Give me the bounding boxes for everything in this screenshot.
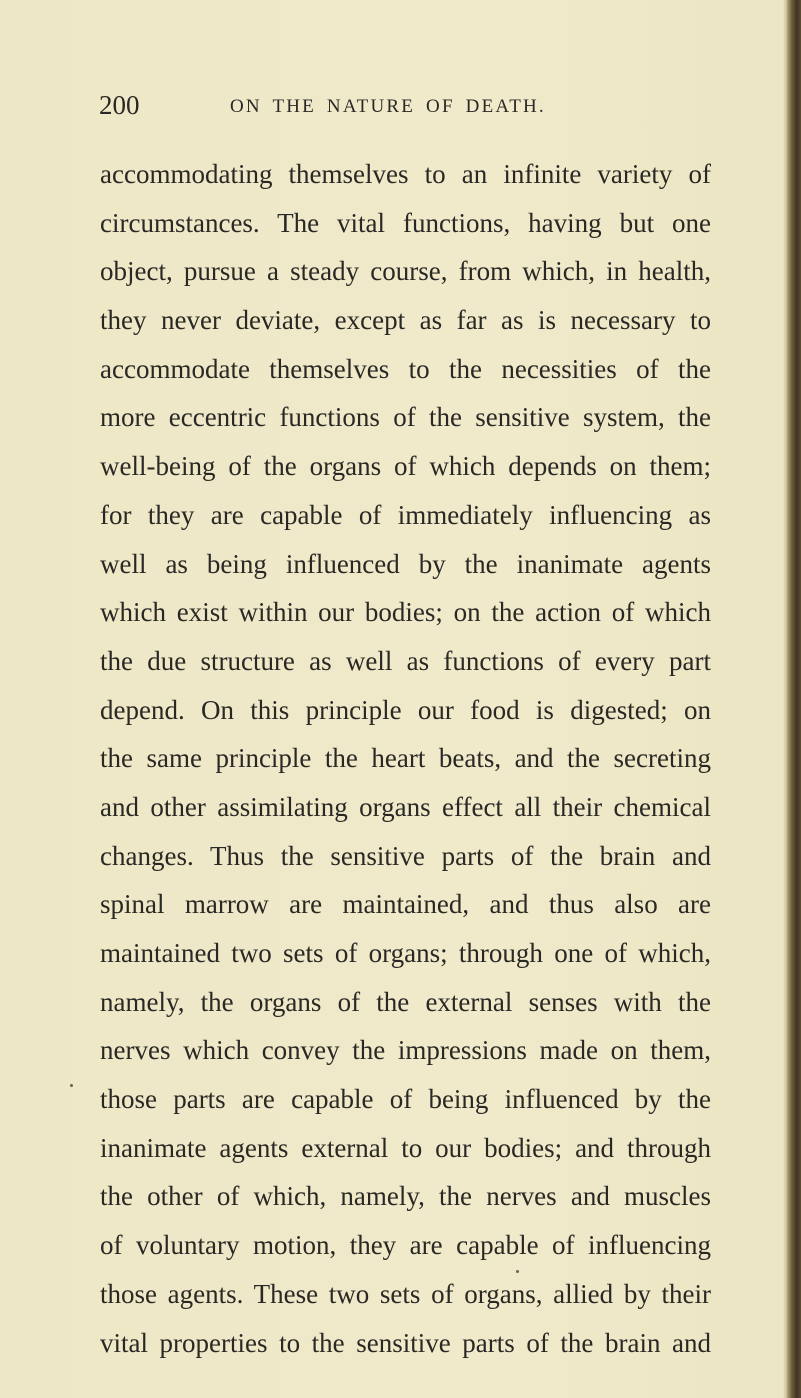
running-head bbox=[99, 90, 699, 120]
paper-speck bbox=[70, 1084, 73, 1087]
text-line: changes. Thus the sensitive parts of the brain and bbox=[100, 840, 711, 871]
running-title: ON THE NATURE OF DEATH. bbox=[230, 96, 546, 117]
text-line: more eccentric functions of the sensitive system, the bbox=[100, 402, 711, 433]
text-line: inanimate agents external to our bodies; and through bbox=[100, 1132, 711, 1163]
page-edge bbox=[787, 0, 801, 1398]
text-line: the due structure as well as functions of every part bbox=[100, 645, 711, 676]
text-line: accommodate themselves to the necessities of the bbox=[100, 353, 711, 384]
text-line: those parts are capable of being influenced by the bbox=[100, 1084, 711, 1115]
body-text bbox=[100, 150, 711, 1367]
text-line: they never deviate, except as far as is necessary to bbox=[100, 305, 711, 336]
text-line: accommodating themselves to an infinite variety of bbox=[100, 159, 711, 189]
text-line: and other assimilating organs effect all their chemical bbox=[100, 791, 711, 822]
text-line: well-being of the organs of which depends on them; bbox=[100, 451, 711, 482]
page-number: 200 bbox=[99, 90, 140, 120]
text-line: vital properties to the sensitive parts of the brain and bbox=[100, 1327, 711, 1358]
text-line: circumstances. The vital functions, having but one bbox=[100, 207, 711, 238]
text-line: of voluntary motion, they are capable of influencing bbox=[100, 1230, 711, 1261]
text-line: the other of which, namely, the nerves and muscles bbox=[100, 1181, 711, 1212]
text-line: depend. On this principle our food is digested; on bbox=[100, 694, 711, 725]
text-line: which exist within our bodies; on the action of which bbox=[100, 597, 711, 628]
text-line: spinal marrow are maintained, and thus also are bbox=[100, 889, 711, 920]
text-line: maintained two sets of organs; through one of which, bbox=[100, 938, 711, 968]
paper-speck bbox=[516, 1270, 519, 1273]
text-line: well as being influenced by the inanimate agents bbox=[100, 548, 711, 579]
text-line: those agents. These two sets of organs, allied by their bbox=[100, 1278, 711, 1309]
text-line: object, pursue a steady course, from which, in health, bbox=[100, 256, 711, 287]
text-line: nerves which convey the impressions made on them, bbox=[100, 1035, 711, 1066]
text-line: for they are capable of immediately influencing as bbox=[100, 499, 711, 530]
text-line: namely, the organs of the external senses with the bbox=[100, 986, 711, 1017]
text-line: the same principle the heart beats, and the secreting bbox=[100, 743, 711, 774]
